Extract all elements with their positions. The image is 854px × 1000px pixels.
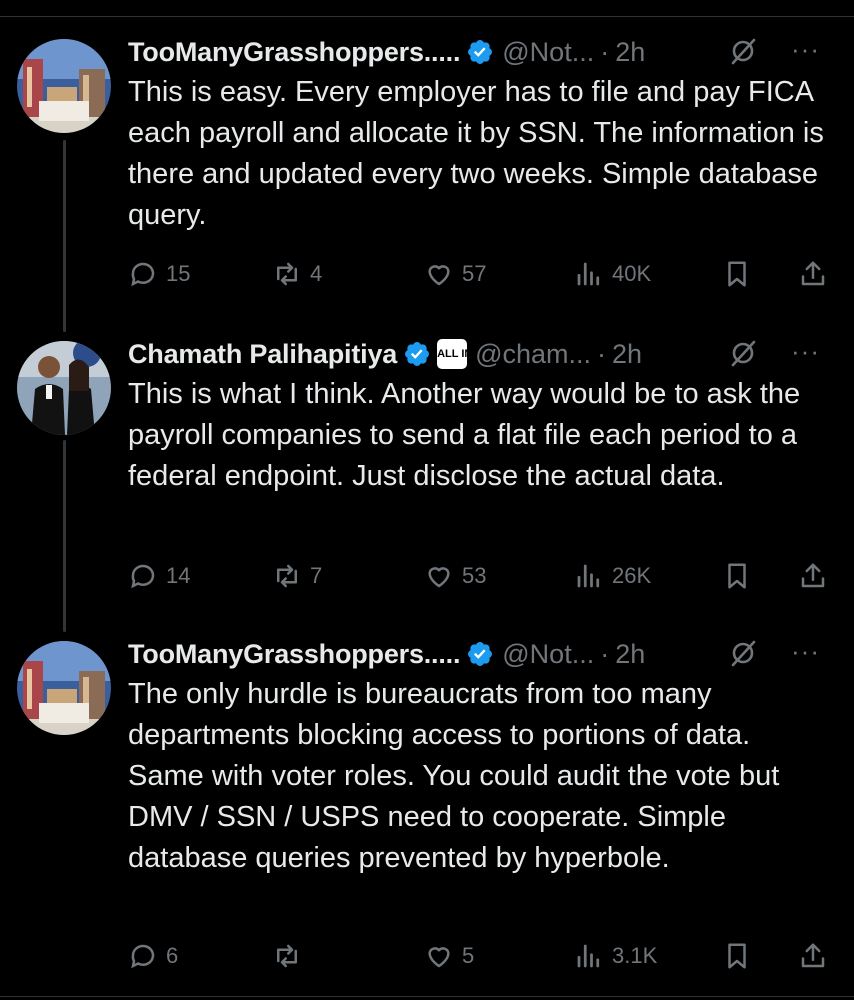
avatar[interactable] (17, 341, 111, 435)
author-name[interactable]: TooManyGrasshoppers..... (128, 638, 461, 669)
reply-button[interactable] (128, 254, 190, 294)
reply-icon (128, 941, 158, 971)
views-button[interactable] (574, 936, 657, 976)
repost-icon (272, 941, 302, 971)
share-button[interactable] (798, 254, 828, 294)
author-handle[interactable]: @Not... (502, 36, 595, 67)
bottom-divider (0, 996, 854, 997)
post-text: This is easy. Every employer has to file and pay FICA each payroll and allocate it by SSN. The information is there and updated every two weeks. Simple database query. (128, 76, 824, 231)
reply-button[interactable] (128, 936, 178, 976)
like-icon (424, 561, 454, 591)
separator: · (600, 638, 610, 669)
grok-icon[interactable] (728, 36, 758, 66)
reply-count: 6 (166, 943, 179, 968)
reply-button[interactable] (128, 556, 190, 596)
verified-badge-icon (466, 38, 494, 66)
bookmark-button[interactable] (722, 936, 752, 976)
action-bar (128, 556, 840, 596)
affiliate-badge[interactable]: ALL IN (437, 339, 467, 369)
action-bar (128, 254, 840, 294)
repost-icon (272, 259, 302, 289)
post-time[interactable]: 2h (612, 338, 643, 369)
avatar[interactable] (17, 39, 111, 133)
like-icon (424, 941, 454, 971)
more-icon[interactable]: ··· (791, 336, 820, 366)
reply-count: 15 (166, 261, 191, 286)
repost-icon (272, 561, 302, 591)
author-handle[interactable]: @Not... (502, 638, 595, 669)
views-button[interactable] (574, 556, 651, 596)
repost-count: 7 (310, 563, 323, 588)
reply-icon (128, 561, 158, 591)
top-divider (0, 0, 854, 17)
like-button[interactable] (424, 254, 486, 294)
author-name[interactable]: TooManyGrasshoppers..... (128, 36, 461, 67)
action-bar (128, 936, 840, 976)
repost-count: 4 (310, 261, 323, 286)
separator: · (600, 36, 610, 67)
thread-connector (63, 440, 66, 632)
views-count: 40K (612, 261, 652, 286)
share-icon (798, 259, 828, 289)
reply-icon (128, 259, 158, 289)
share-icon (798, 941, 828, 971)
share-button[interactable] (798, 556, 828, 596)
share-icon (798, 561, 828, 591)
more-icon[interactable]: ··· (791, 636, 820, 666)
grok-icon[interactable] (728, 638, 758, 668)
views-count: 3.1K (612, 943, 658, 968)
repost-button[interactable] (272, 936, 310, 976)
views-button[interactable] (574, 254, 651, 294)
like-button[interactable] (424, 556, 486, 596)
like-button[interactable] (424, 936, 474, 976)
bookmark-icon (722, 941, 752, 971)
grok-icon[interactable] (728, 338, 758, 368)
post-time[interactable]: 2h (615, 36, 646, 67)
views-icon (574, 259, 604, 289)
views-icon (574, 561, 604, 591)
views-icon (574, 941, 604, 971)
post-text: The only hurdle is bureaucrats from too many departments blocking access to portions of data. Same with voter roles. You could audit the vote but DMV / SSN / USPS need to cooperate. Simple database queries prevented by hyperbole. (128, 678, 780, 874)
author-handle[interactable]: @cham... (475, 338, 592, 369)
like-icon (424, 259, 454, 289)
like-count: 57 (462, 261, 487, 286)
thread-connector (63, 140, 66, 332)
verified-badge-icon (466, 640, 494, 668)
avatar[interactable] (17, 641, 111, 735)
views-count: 26K (612, 563, 652, 588)
repost-button[interactable] (272, 556, 322, 596)
like-count: 53 (462, 563, 487, 588)
verified-badge-icon (403, 340, 431, 368)
like-count: 5 (462, 943, 475, 968)
share-button[interactable] (798, 936, 828, 976)
reply-count: 14 (166, 563, 191, 588)
bookmark-button[interactable] (722, 556, 752, 596)
post-text: This is what I think. Another way would be to ask the payroll companies to send a flat file each period to a federal endpoint. Just disclose the actual data. (128, 378, 801, 492)
bookmark-icon (722, 259, 752, 289)
separator: · (597, 338, 607, 369)
more-icon[interactable]: ··· (791, 34, 820, 64)
author-name[interactable]: Chamath Palihapitiya (128, 338, 398, 369)
bookmark-icon (722, 561, 752, 591)
post-time[interactable]: 2h (615, 638, 646, 669)
bookmark-button[interactable] (722, 254, 752, 294)
repost-button[interactable] (272, 254, 322, 294)
